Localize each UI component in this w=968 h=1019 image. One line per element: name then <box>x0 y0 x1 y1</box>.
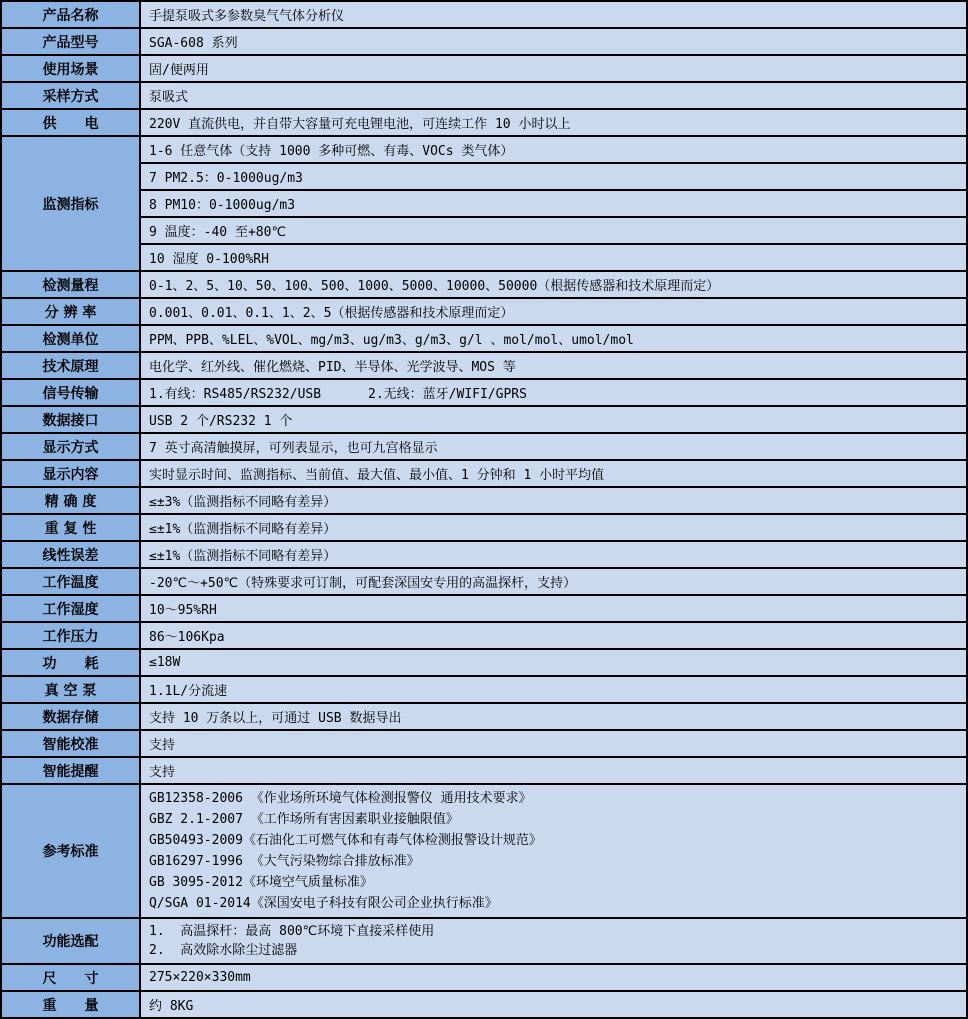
row-value: 7 PM2.5：0-1000ug/m3 <box>140 163 967 190</box>
row-label: 产品型号 <box>1 28 140 55</box>
row-value: 0.001、0.01、0.1、1、2、5（根据传感器和技术原理而定） <box>140 298 967 325</box>
row-value: 泵吸式 <box>140 82 967 109</box>
row-value: 220V 直流供电，并自带大容量可充电锂电池，可连续工作 10 小时以上 <box>140 109 967 136</box>
row-value: 1.1L/分流速 <box>140 676 967 703</box>
row-value <box>140 918 967 964</box>
row-label: 分 辨 率 <box>1 298 140 325</box>
table-row <box>1 784 967 918</box>
table-row <box>1 379 967 406</box>
row-value: 支持 <box>140 730 967 757</box>
row-value: 86～106Kpa <box>140 622 967 649</box>
table-row <box>1 703 967 730</box>
table-row <box>1 325 967 352</box>
table-row <box>1 991 967 1018</box>
row-value: ≤±1%（监测指标不同略有差异） <box>140 514 967 541</box>
table-row <box>1 433 967 460</box>
row-value: 实时显示时间、监测指标、当前值、最大值、最小值、1 分钟和 1 小时平均值 <box>140 460 967 487</box>
row-value: 手提泵吸式多参数臭气气体分析仪 <box>140 1 967 28</box>
row-value: 1-6 任意气体（支持 1000 多种可燃、有毒、VOCs 类气体） <box>140 136 967 163</box>
row-value: 支持 <box>140 757 967 784</box>
row-value: 275×220×330mm <box>140 964 967 991</box>
table-row <box>1 28 967 55</box>
row-label: 工作压力 <box>1 622 140 649</box>
table-row <box>1 136 967 163</box>
value-line: GB50493-2009《石油化工可燃气体和有毒气体检测报警设计规范》 <box>149 833 542 848</box>
row-value: 10～95%RH <box>140 595 967 622</box>
table-row <box>1 163 967 190</box>
row-value: 固/便两用 <box>140 55 967 82</box>
row-label: 精 确 度 <box>1 487 140 514</box>
table-row <box>1 514 967 541</box>
table-row <box>1 55 967 82</box>
row-label: 数据接口 <box>1 406 140 433</box>
table-row <box>1 109 967 136</box>
row-label: 尺 寸 <box>1 964 140 991</box>
table-row <box>1 406 967 433</box>
row-value: 支持 10 万条以上，可通过 USB 数据导出 <box>140 703 967 730</box>
row-value: 7 英寸高清触摸屏，可列表显示，也可九宫格显示 <box>140 433 967 460</box>
row-label: 显示方式 <box>1 433 140 460</box>
table-row <box>1 757 967 784</box>
table-row <box>1 271 967 298</box>
row-value: 1.有线：RS485/RS232/USB 2.无线：蓝牙/WIFI/GPRS <box>140 379 967 406</box>
row-label: 工作湿度 <box>1 595 140 622</box>
value-line: GBZ 2.1-2007 《工作场所有害因素职业接触限值》 <box>149 812 459 827</box>
row-label: 显示内容 <box>1 460 140 487</box>
table-row <box>1 352 967 379</box>
table-row <box>1 1 967 28</box>
table-row <box>1 460 967 487</box>
row-label: 智能校准 <box>1 730 140 757</box>
table-row <box>1 82 967 109</box>
row-value: 8 PM10：0-1000ug/m3 <box>140 190 967 217</box>
row-value: PPM、PPB、%LEL、%VOL、mg/m3、ug/m3、g/m3、g/l 、mol/mol、umol/mol <box>140 325 967 352</box>
row-value: ≤18W <box>140 649 967 676</box>
row-label: 使用场景 <box>1 55 140 82</box>
value-line: 2. 高效除水除尘过滤器 <box>149 943 298 958</box>
row-value: SGA-608 系列 <box>140 28 967 55</box>
row-value: 0-1、2、5、10、50、100、500、1000、5000、10000、50000（根据传感器和技术原理而定） <box>140 271 967 298</box>
value-line: 1. 高温探杆：最高 800℃环境下直接采样使用 <box>149 924 435 939</box>
value-line: GB12358-2006 《作业场所环境气体检测报警仪 通用技术要求》 <box>149 791 532 806</box>
table-row <box>1 244 967 271</box>
table-row <box>1 541 967 568</box>
row-value: -20℃～+50℃（特殊要求可订制，可配套深国安专用的高温探杆，支持） <box>140 568 967 595</box>
table-row <box>1 622 967 649</box>
row-label: 技术原理 <box>1 352 140 379</box>
row-label: 线性误差 <box>1 541 140 568</box>
row-label: 重 量 <box>1 991 140 1018</box>
row-value <box>140 784 967 918</box>
table-row <box>1 487 967 514</box>
row-label: 重 复 性 <box>1 514 140 541</box>
row-value: 9 温度：-40 至+80℃ <box>140 217 967 244</box>
table-row <box>1 676 967 703</box>
table-row <box>1 649 967 676</box>
row-value: ≤±1%（监测指标不同略有差异） <box>140 541 967 568</box>
row-label: 采样方式 <box>1 82 140 109</box>
row-label: 监测指标 <box>1 136 140 271</box>
row-value: ≤±3%（监测指标不同略有差异） <box>140 487 967 514</box>
row-label: 供 电 <box>1 109 140 136</box>
table-row <box>1 918 967 964</box>
value-line: GB 3095-2012《环境空气质量标准》 <box>149 875 373 890</box>
table-row <box>1 964 967 991</box>
row-label: 产品名称 <box>1 1 140 28</box>
value-line: Q/SGA 01-2014《深国安电子科技有限公司企业执行标准》 <box>149 896 498 911</box>
row-value: 约 8KG <box>140 991 967 1018</box>
table-row <box>1 190 967 217</box>
row-label: 功能选配 <box>1 918 140 964</box>
row-value: 10 湿度 0-100%RH <box>140 244 967 271</box>
row-label: 数据存储 <box>1 703 140 730</box>
row-label: 真 空 泵 <box>1 676 140 703</box>
table-row <box>1 568 967 595</box>
table-row <box>1 595 967 622</box>
row-label: 信号传输 <box>1 379 140 406</box>
row-label: 工作温度 <box>1 568 140 595</box>
row-label: 检测单位 <box>1 325 140 352</box>
row-value: 电化学、红外线、催化燃烧、PID、半导体、光学波导、MOS 等 <box>140 352 967 379</box>
table-row <box>1 217 967 244</box>
row-label: 检测量程 <box>1 271 140 298</box>
table-row <box>1 298 967 325</box>
row-label: 参考标准 <box>1 784 140 918</box>
row-value: USB 2 个/RS232 1 个 <box>140 406 967 433</box>
row-label: 功 耗 <box>1 649 140 676</box>
value-line: GB16297-1996 《大气污染物综合排放标准》 <box>149 854 420 869</box>
table-row <box>1 730 967 757</box>
row-label: 智能提醒 <box>1 757 140 784</box>
